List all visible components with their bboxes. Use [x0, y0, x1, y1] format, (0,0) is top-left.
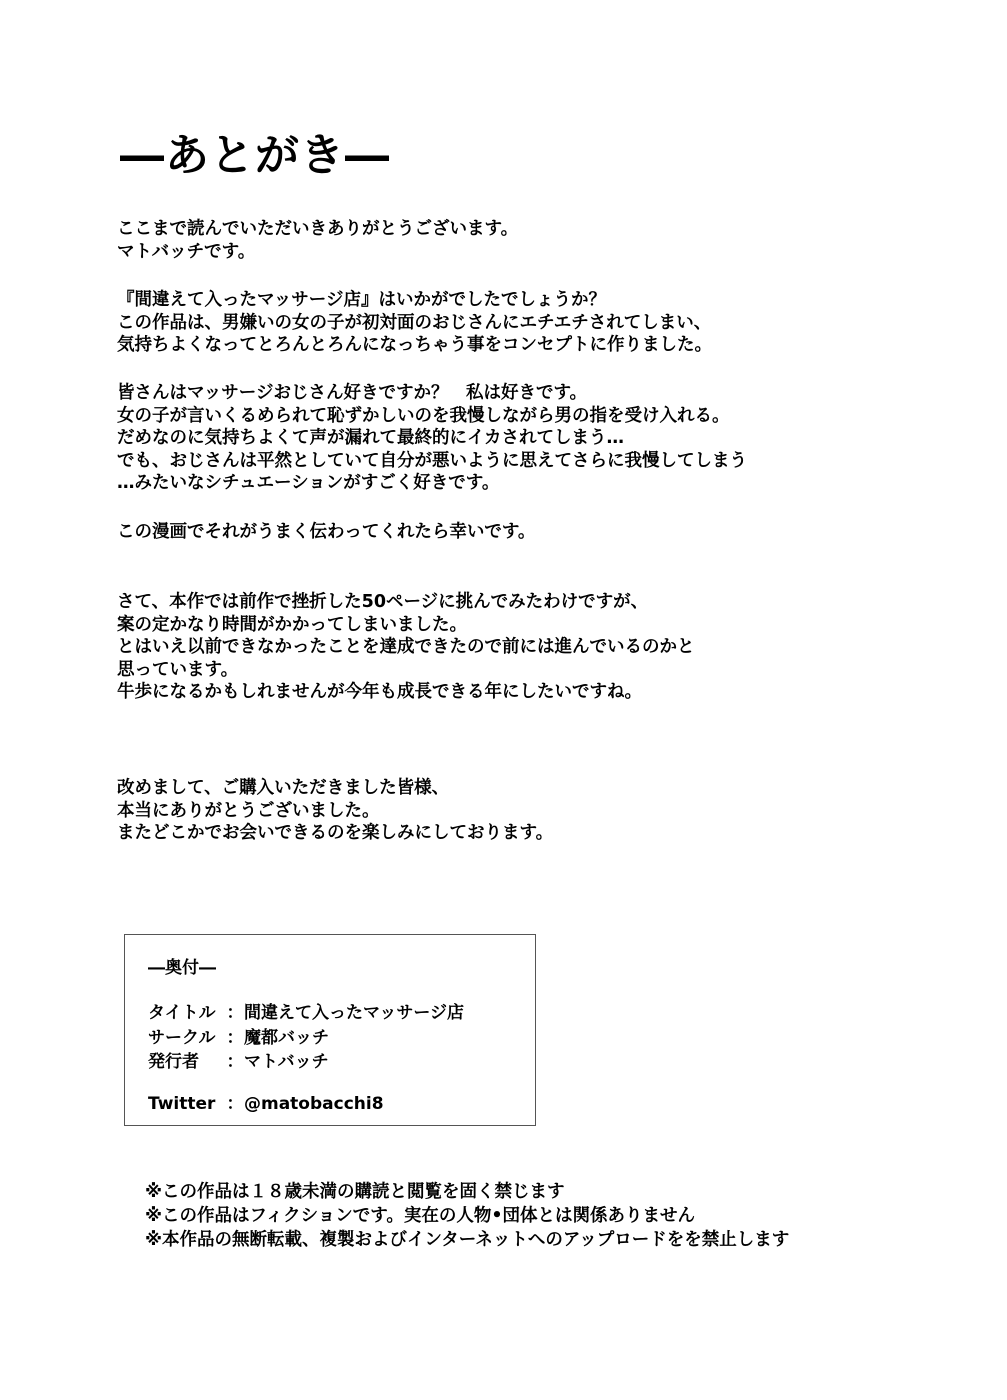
colophon-label: タイトル — [148, 1003, 216, 1023]
colophon-row-title — [148, 1001, 464, 1026]
colophon-heading: ―奥付― — [148, 958, 216, 978]
text-line: とはいえ以前できなかったことを達成できたので前には進んでいるのかと — [117, 637, 695, 658]
colophon-separator: ： — [226, 1052, 244, 1072]
text-line: ここまで読んでいただいきありがとうございます。 — [117, 219, 519, 239]
text-line: 改めまして、ご購入いただきました皆様、 — [117, 778, 450, 798]
colophon-label: Twitter — [148, 1094, 216, 1114]
text-line: 案の定かなり時間がかかってしまいました。 — [117, 614, 467, 635]
text-line: 思っています。 — [117, 659, 239, 680]
notice-line: ※この作品は１８歳未満の購読と閲覧を固く禁じます — [145, 1182, 565, 1202]
colophon-label: サークル — [148, 1027, 216, 1048]
text-line: 本当にありがとうございました。 — [117, 800, 380, 821]
text-line: だめなのに気持ちよくて声が漏れて最終的にイカされてしまう… — [117, 428, 624, 449]
text-line: 『間違えて入ったマッサージ店』はいかがでしたでしょうか？ — [117, 290, 606, 310]
colophon-separator: ： — [226, 1027, 244, 1048]
colophon-label: 発行者 — [148, 1052, 199, 1072]
text-line: この作品は、男嫌いの女の子が初対面のおじさんにエチエチされてしまい、 — [117, 312, 712, 333]
colophon-value: マトバッチ — [244, 1052, 329, 1072]
text-line: この漫画でそれがうまく伝わってくれたら幸いです。 — [117, 522, 536, 542]
colophon-box — [124, 934, 536, 1126]
colophon-row-circle — [148, 1026, 464, 1051]
colophon-value: 魔都バッチ — [244, 1027, 329, 1048]
text-line: 皆さんはマッサージおじさん好きですか？ 私は好きです。 — [117, 383, 588, 403]
afterword-paragraph-progress — [117, 591, 695, 704]
notice-line: ※本作品の無断転載、複製およびインターネットへのアップロードをを禁止します — [145, 1230, 790, 1250]
afterword-paragraph-situation — [117, 382, 747, 495]
legal-notices — [145, 1180, 789, 1252]
afterword-paragraph-hope — [117, 521, 535, 544]
text-line: …みたいなシチュエーションがすごく好きです。 — [117, 473, 500, 494]
afterword-paragraph-thanks — [117, 777, 553, 845]
text-line: マトバッチです。 — [117, 241, 256, 262]
colophon-separator: ： — [226, 1094, 244, 1114]
text-line: 気持ちよくなってとろんとろんになっちゃう事をコンセプトに作りました。 — [117, 335, 712, 356]
notice-line: ※この作品はフィクションです。実在の人物•団体とは関係ありません — [145, 1206, 696, 1226]
text-line: またどこかでお会いできるのを楽しみにしております。 — [117, 823, 554, 844]
colophon-separator: ： — [226, 1003, 244, 1023]
afterword-title: ―あとがき― — [120, 130, 390, 181]
afterword-paragraph-concept — [117, 289, 712, 357]
text-line: でも、おじさんは平然としていて自分が悪いように思えてさらに我慢してしまう — [117, 450, 747, 471]
colophon-row-twitter — [148, 1093, 384, 1115]
colophon-value: 間違えて入ったマッサージ店 — [244, 1003, 464, 1023]
colophon-row-publisher — [148, 1050, 464, 1075]
text-line: 牛歩になるかもしれませんが今年も成長できる年にしたいですね。 — [117, 682, 642, 703]
text-line: さて、本作では前作で挫折した50ページに挑んでみたわけですが、 — [117, 592, 649, 612]
text-line: 女の子が言いくるめられて恥ずかしいのを我慢しながら男の指を受け入れる。 — [117, 405, 730, 426]
colophon-rows — [148, 1001, 464, 1075]
afterword-paragraph-greeting — [117, 218, 518, 263]
twitter-handle: @matobacchi8 — [244, 1094, 384, 1114]
